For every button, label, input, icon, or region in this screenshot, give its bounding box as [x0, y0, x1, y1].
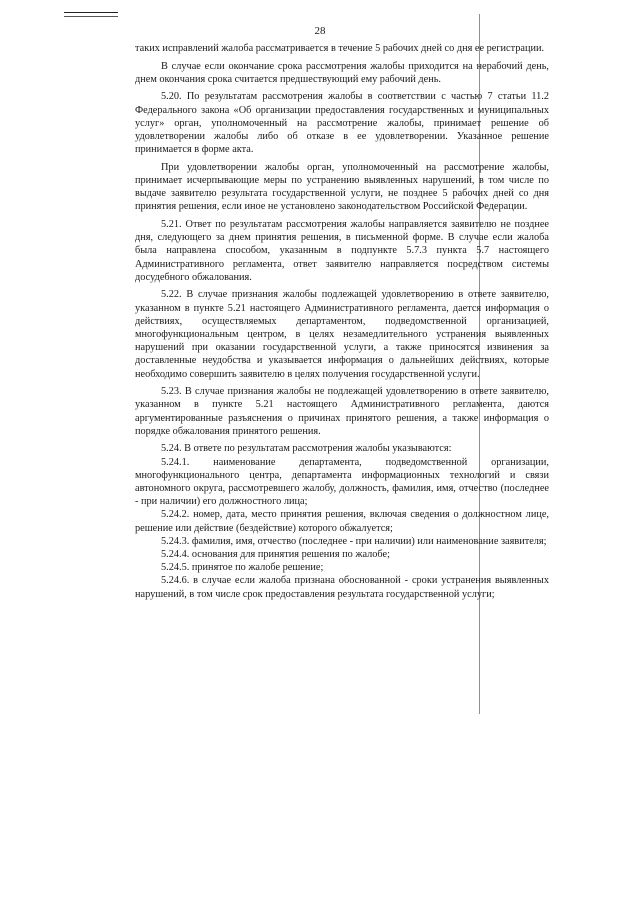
paragraph-5-20: 5.20. По результатам рассмотрения жалобы в соответствии с частью 7 статьи 11.2 Федерального закона «Об организации предоставления государственных и муниципальных услуг» орган, уполномоченный на рассмотрение жалобы, принимает решение об удовлетворении жалобы либо об отказе в ее удовлетворении. Указанное решение принимается в форме акта.: [135, 91, 549, 156]
paragraph-5-21: 5.21. Ответ по результатам рассмотрения жалобы направляется заявителю не позднее дня, следующего за днем принятия решения, в письменной форме. В случае если жалоба была направлена способом, указанным в подпункте 5.7.3 пункта 5.7 настоящего Административного регламента, ответ заявителю направляется посредством системы досудебного обжалования.: [135, 219, 549, 283]
document-body: [135, 42, 549, 601]
paragraph-5-24-1: 5.24.1. наименование департамента, подведомственной организации, многофункционального центра, департамента информационных технологий и связи автономного округа, рассмотревшего жалобу, должность, фамилия, имя, отчество (последнее - при наличии) его должностного лица;: [135, 456, 549, 508]
scan-artifact-mark-lower: [64, 16, 118, 17]
page-number: 28: [314, 25, 326, 37]
paragraph-5-24-2: 5.24.2. номер, дата, место принятия решения, включая сведения о должностном лице, решение или действие (бездействие) которого обжалуется;: [135, 509, 549, 534]
scan-artifact-mark: [64, 12, 118, 13]
paragraph-5-24-4: 5.24.4. основания для принятия решения по жалобе;: [161, 549, 390, 561]
paragraph-5-23: 5.23. В случае признания жалобы не подлежащей удовлетворению в ответе заявителю, указанном в пункте 5.21 настоящего Административного регламента, даются аргументированные разъяснения о причинах принятого решения, а также информация о порядке обжалования принятого решения.: [135, 386, 549, 437]
paragraph-5-22: 5.22. В случае признания жалобы подлежащей удовлетворению в ответе заявителю, указанном в пункте 5.21 настоящего Административного регламента, дается информация о действиях, осуществляемых департаментом, подведомственной организацией, многофункциональным центром, в целях незамедлительного устранения выявленных нарушений при оказании государственной услуги, а также приносятся извинения за доставленные неудобства и указывается информация о дальнейших действиях, которые необходимо совершить заявителю в целях получения государственной услуги.: [135, 289, 549, 380]
paragraph-nonworking-day: В случае если окончание срока рассмотрения жалобы приходится на нерабочий день, днем окончания срока считается предшествующий ему рабочий день.: [135, 60, 549, 85]
paragraph-satisfaction-measures: При удовлетворении жалобы орган, уполномоченный на рассмотрение жалобы, принимает исчерпывающие меры по устранению выявленных нарушений, в том числе по выдаче заявителю результата государственной услуги, не позднее 5 рабочих дней со дня принятия решения, если иное не установлено законодательством Российской Федерации.: [135, 161, 549, 213]
paragraph-5-24-6: 5.24.6. в случае если жалоба признана обоснованной - сроки устранения выявленных нарушений, в том числе срок предоставления результата государственной услуги;: [135, 575, 549, 600]
paragraph-5-24: 5.24. В ответе по результатам рассмотрения жалобы указываются:: [161, 443, 452, 455]
paragraph-continuation: таких исправлений жалоба рассматривается в течение 5 рабочих дней со дня ее регистрации.: [135, 43, 545, 54]
paragraph-5-24-5: 5.24.5. принятое по жалобе решение;: [161, 562, 324, 574]
paragraph-5-24-3: 5.24.3. фамилия, имя, отчество (последнее - при наличии) или наименование заявителя;: [161, 535, 547, 547]
